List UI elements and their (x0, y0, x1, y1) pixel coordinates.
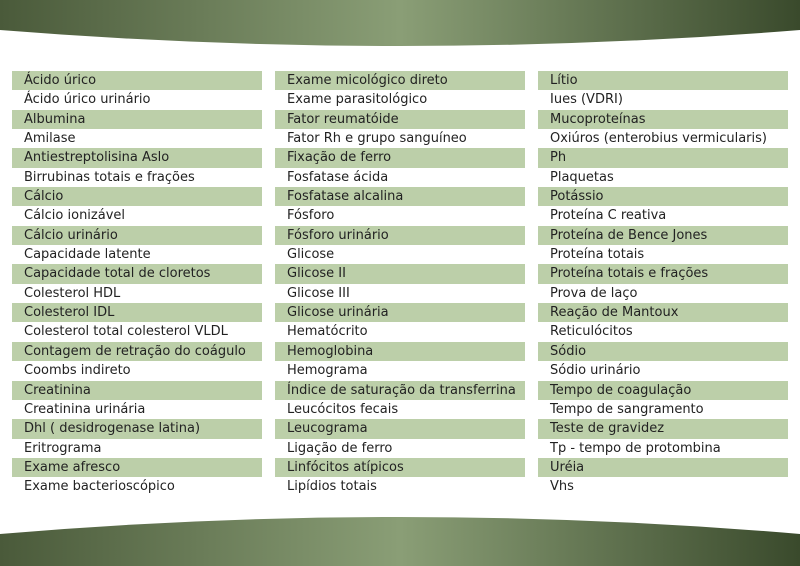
exam-column-3 (538, 71, 788, 497)
exam-item: Índice de saturação da transferrina (275, 381, 525, 400)
exam-item: Potássio (538, 187, 788, 206)
exam-item: Glicose II (275, 264, 525, 283)
exam-item: Eritrograma (24, 440, 102, 456)
exam-item: Proteína totais (550, 247, 645, 263)
exam-item: Creatinina urinária (24, 401, 146, 417)
exam-item: Proteína de Bence Jones (538, 226, 788, 245)
exam-item: Tempo de sangramento (550, 401, 704, 417)
exam-item: Iues (VDRI) (550, 92, 623, 108)
exam-item: Capacidade latente (24, 247, 151, 263)
exam-item: Capacidade total de cloretos (12, 264, 262, 283)
exam-item: Fator Rh e grupo sanguíneo (287, 131, 467, 147)
exam-item: Cálcio (12, 187, 262, 206)
top-banner (0, 0, 800, 60)
exam-item: Exame parasitológico (287, 92, 428, 108)
exam-item: Birrubinas totais e frações (24, 169, 195, 185)
exam-item: Leucócitos fecais (287, 401, 399, 417)
exam-item: Plaquetas (550, 169, 614, 185)
exam-item: Exame afresco (12, 458, 262, 477)
exam-item: Lipídios totais (287, 479, 377, 495)
exam-item: Glicose urinária (275, 303, 525, 322)
exam-item: Hemoglobina (275, 342, 525, 361)
exam-item: Coombs indireto (24, 363, 131, 379)
exam-item: Uréia (538, 458, 788, 477)
exam-item: Amilase (24, 131, 76, 147)
exam-item: Glicose III (287, 285, 350, 301)
exam-item: Colesterol IDL (12, 303, 262, 322)
exam-item: Tempo de coagulação (538, 381, 788, 400)
exam-item: Hemograma (287, 363, 368, 379)
exam-item: Lítio (538, 71, 788, 90)
exam-item: Tp - tempo de protombina (550, 440, 721, 456)
exam-item: Sódio urinário (550, 363, 641, 379)
exam-item: Antiestreptolisina Aslo (12, 148, 262, 167)
exam-item: Oxiúros (enterobius vermicularis) (550, 131, 767, 147)
exam-item: Proteína C reativa (550, 208, 667, 224)
exam-item: Prova de laço (550, 285, 638, 301)
exam-item: Cálcio ionizável (24, 208, 126, 224)
exam-item: Hematócrito (287, 324, 368, 340)
exam-item: Albumina (12, 110, 262, 129)
exam-item: Proteína totais e frações (538, 264, 788, 283)
exam-item: Fosfatase alcalina (275, 187, 525, 206)
exam-item: Glicose (287, 247, 335, 263)
exam-column-2 (275, 71, 525, 497)
exam-item: Cálcio urinário (12, 226, 262, 245)
exam-item: Teste de gravidez (538, 419, 788, 438)
bottom-banner (0, 506, 800, 566)
exam-item: Colesterol total colesterol VLDL (24, 324, 228, 340)
exam-item: Reação de Mantoux (538, 303, 788, 322)
exam-item: Ácido úrico urinário (24, 92, 151, 108)
exam-item: Fósforo (287, 208, 335, 224)
exam-item: Fixação de ferro (275, 148, 525, 167)
exam-item: Mucoproteínas (538, 110, 788, 129)
exam-item: Colesterol HDL (24, 285, 121, 301)
exam-item: Ligação de ferro (287, 440, 393, 456)
exam-item: Linfócitos atípicos (275, 458, 525, 477)
exam-item: Dhl ( desidrogenase latina) (12, 419, 262, 438)
exam-item: Leucograma (275, 419, 525, 438)
exam-item: Fator reumatóide (275, 110, 525, 129)
exam-column-1 (12, 71, 262, 497)
exam-item: Fosfatase ácida (287, 169, 389, 185)
exam-item: Fósforo urinário (275, 226, 525, 245)
exam-item: Exame micológico direto (275, 71, 525, 90)
exam-item: Contagem de retração do coágulo (12, 342, 262, 361)
exam-item: Ph (538, 148, 788, 167)
exam-item: Ácido úrico (12, 71, 262, 90)
exam-item: Creatinina (12, 381, 262, 400)
exam-item: Sódio (538, 342, 788, 361)
exam-item: Reticulócitos (550, 324, 633, 340)
exam-item: Exame bacterioscópico (24, 479, 175, 495)
exam-item: Vhs (550, 479, 574, 495)
